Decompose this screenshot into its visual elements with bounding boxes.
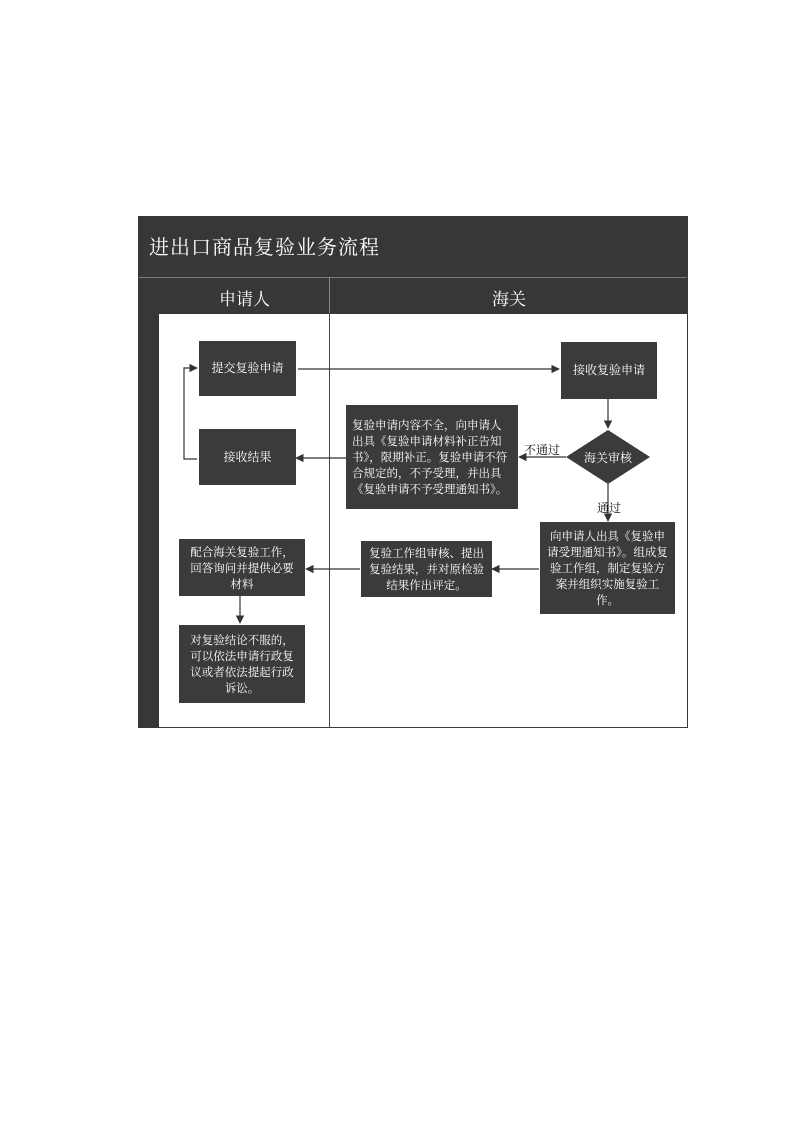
node-accept-note <box>540 522 675 614</box>
arrow-result-to-submit <box>184 368 197 459</box>
node-appeal-text: 对复验结论不服的，可以依法申请行政复议或者依法提起行政诉讼。 <box>190 633 294 695</box>
node-accept-note-text: 向申请人出具《复验申请受理通知书》。组成复验工作组，制定复验方案并组织实施复验工作。 <box>547 529 668 607</box>
flowchart-frame <box>138 216 688 728</box>
node-receive-application-label: 接收复验申请 <box>572 363 645 377</box>
node-receive-result <box>199 429 296 485</box>
node-appeal <box>179 625 305 703</box>
node-reject-note <box>346 405 518 509</box>
node-review-label: 海关审核 <box>583 450 632 465</box>
node-submit <box>199 341 296 396</box>
node-submit-label: 提交复验申请 <box>211 361 284 375</box>
edge-label-pass: 通过 <box>597 501 622 515</box>
node-receive-application <box>561 342 657 399</box>
lane-header-customs: 海关 <box>492 290 526 310</box>
edge-label-fail: 不通过 <box>524 443 561 457</box>
node-evaluate <box>361 541 492 597</box>
node-receive-result-label: 接收结果 <box>223 449 272 464</box>
lane-header-applicant: 申请人 <box>219 290 270 310</box>
node-cooperate-text: 配合海关复验工作，回答询问并提供必要材料 <box>190 544 294 591</box>
node-reject-note-text: 复验申请内容不全，向申请人出具《复验申请材料补正告知书》，限期补正。复验申请不符合规定的，不予受理，并出具《复验申请不予受理通知书》。 <box>352 418 508 496</box>
diagram-title: 进出口商品复验业务流程 <box>149 235 380 259</box>
node-cooperate <box>179 539 305 596</box>
node-evaluate-text: 复验工作组审核、提出复验结果，并对原检验结果作出评定。 <box>369 546 484 592</box>
node-review <box>566 430 650 484</box>
